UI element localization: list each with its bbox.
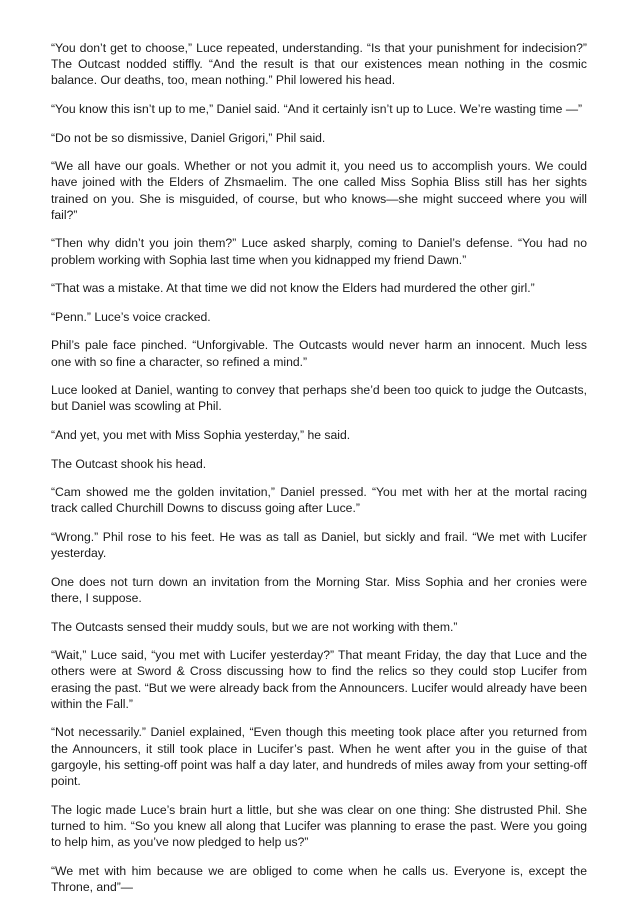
paragraph-5: “Then why didn’t you join them?” Luce asked sharply, coming to Daniel’s defense. “You had no problem working with Sophia last time when you kidnapped my friend Dawn.” bbox=[51, 236, 587, 267]
paragraph-9: Luce looked at Daniel, wanting to convey that perhaps she’d been too quick to judge the Outcasts, but Daniel was scowling at Phil. bbox=[51, 383, 587, 414]
book-page bbox=[51, 40, 587, 907]
paragraph-1: “You don’t get to choose,” Luce repeated, understanding. “Is that your punishment for indecision?” The Outcast nodded stiffly. “And the result is that our existences mean nothing in the cosmic balance. Our deaths, too, mean nothing.” Phil lowered his head. bbox=[51, 41, 587, 88]
paragraph-11: The Outcast shook his head. bbox=[51, 456, 207, 471]
paragraph-17: “Not necessarily.” Daniel explained, “Even though this meeting took place after you returned from the Announcers, it still took place in Lucifer’s past. When he went after you in the guise of that gargoyle, his setting-off point was half a day later, and hundreds of miles away from your setting-off point. bbox=[51, 725, 587, 788]
paragraph-8: Phil’s pale face pinched. “Unforgivable. The Outcasts would never harm an innocent. Much less one with so fine a character, so refined a mind.” bbox=[51, 338, 587, 369]
paragraph-13: “Wrong.” Phil rose to his feet. He was as tall as Daniel, but sickly and frail. “We met with Lucifer yesterday. bbox=[51, 529, 587, 561]
paragraph-7: “Penn.” Luce’s voice cracked. bbox=[51, 309, 211, 324]
paragraph-18: The logic made Luce’s brain hurt a little, but she was clear on one thing: She distrusted Phil. She turned to him. “So you knew all along that Lucifer was planning to erase the past. Were you going to help him, as you’ve now pledged to help us?” bbox=[51, 802, 587, 849]
paragraph-14: One does not turn down an invitation from the Morning Star. Miss Sophia and her cronies were there, I suppose. bbox=[51, 574, 587, 605]
paragraph-2: “You know this isn’t up to me,” Daniel said. “And it certainly isn’t up to Luce. We’re wasting time —” bbox=[51, 102, 583, 116]
paragraph-12: “Cam showed me the golden invitation,” Daniel pressed. “You met with her at the mortal racing track called Churchill Downs to discuss going after Luce.” bbox=[51, 485, 587, 516]
paragraph-10: “And yet, you met with Miss Sophia yesterday,” he said. bbox=[51, 427, 351, 442]
paragraph-4: “We all have our goals. Whether or not you admit it, you need us to accomplish yours. We could have joined with the Elders of Zhsmaelim. The one called Miss Sophia Bliss still has her sights trained on you. She is misguided, of course, but who knows—she might succeed where you will fail?” bbox=[51, 159, 587, 222]
paragraph-16: “Wait,” Luce said, “you met with Lucifer yesterday?” That meant Friday, the day that Luce and the others were at Sword & Cross discussing how to find the relics so they could stop Lucifer from erasing the past. “But we were already back from the Announcers. Lucifer would already have been within the Fall.” bbox=[51, 648, 587, 711]
paragraph-19: “We met with him because we are obliged to come when he calls us. Everyone is, except the Throne, and”— bbox=[51, 863, 587, 894]
paragraph-6: “That was a mistake. At that time we did not know the Elders had murdered the other girl.” bbox=[51, 281, 535, 296]
paragraph-3: “Do not be so dismissive, Daniel Grigori,” Phil said. bbox=[51, 130, 326, 145]
paragraph-15: The Outcasts sensed their muddy souls, but we are not working with them.” bbox=[51, 619, 458, 634]
